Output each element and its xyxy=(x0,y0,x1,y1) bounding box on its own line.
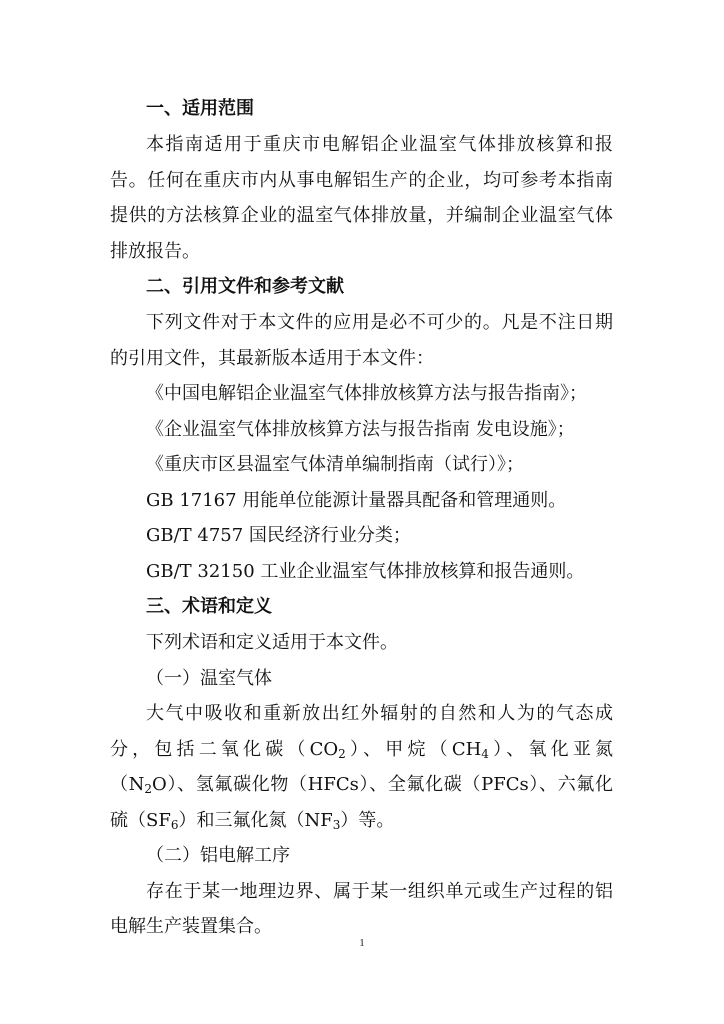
section-3-heading: 三、术语和定义 xyxy=(146,596,272,617)
paragraph-line xyxy=(110,733,613,767)
section-2-heading: 二、引用文件和参考文献 xyxy=(146,276,344,297)
text-run: ）等。 xyxy=(340,810,395,831)
reference-item: GB/T 4757 国民经济行业分类； xyxy=(146,525,411,546)
text-run: 硫（SF xyxy=(110,810,171,831)
paragraph-line: 电解生产装置集合。 xyxy=(110,916,272,937)
paragraph-line: 大气中吸收和重新放出红外辐射的自然和人为的气态成 xyxy=(146,703,613,724)
subscript: 3 xyxy=(332,818,341,832)
term-title: （二）铝电解工序 xyxy=(146,845,290,866)
paragraph-line: 排放报告。 xyxy=(110,241,200,262)
page-number: 1 xyxy=(359,937,365,949)
subscript: 4 xyxy=(481,747,489,761)
paragraph-line: 存在于某一地理边界、属于某一组织单元或生产过程的铝 xyxy=(146,881,613,902)
term-title: （一）温室气体 xyxy=(146,668,272,689)
paragraph-line: 下列文件对于本文件的应用是必不可少的。凡是不注日期 xyxy=(146,312,613,333)
paragraph-line: 本指南适用于重庆市电解铝企业温室气体排放核算和报 xyxy=(146,134,613,155)
reference-item: 《中国电解铝企业温室气体排放核算方法与报告指南》； xyxy=(146,383,587,404)
paragraph-line xyxy=(110,804,613,838)
subscript: 2 xyxy=(338,747,346,761)
section-1-heading: 一、适用范围 xyxy=(146,98,254,119)
text-run: 分，包括二氧化碳（CO xyxy=(110,739,339,760)
text-run: （N xyxy=(110,774,145,795)
paragraph-line: 的引用文件，其最新版本适用于本文件： xyxy=(110,348,434,369)
reference-item: 《企业温室气体排放核算方法与报告指南 发电设施》； xyxy=(146,419,575,440)
paragraph-line xyxy=(110,768,613,802)
text-run: ）、甲烷（CH xyxy=(345,739,482,760)
text-run: ）、氧化亚氮 xyxy=(488,739,613,760)
subscript: 2 xyxy=(144,782,153,796)
paragraph-line: 下列术语和定义适用于本文件。 xyxy=(146,632,398,653)
paragraph-line: 告。任何在重庆市内从事电解铝生产的企业，均可参考本指南 xyxy=(110,170,613,191)
text-run: ）和三氟化氮（NF xyxy=(178,810,333,831)
subscript: 6 xyxy=(170,818,179,832)
paragraph-line: 提供的方法核算企业的温室气体排放量，并编制企业温室气体 xyxy=(110,205,613,226)
reference-item: 《重庆市区县温室气体清单编制指南（试行）》； xyxy=(146,454,524,475)
reference-item: GB/T 32150 工业企业温室气体排放核算和报告通则。 xyxy=(146,561,585,582)
text-run: O）、氢氟碳化物（HFCs）、全氟化碳（PFCs）、六氟化 xyxy=(152,774,613,795)
reference-item: GB 17167 用能单位能源计量器具配备和管理通则。 xyxy=(146,490,567,511)
